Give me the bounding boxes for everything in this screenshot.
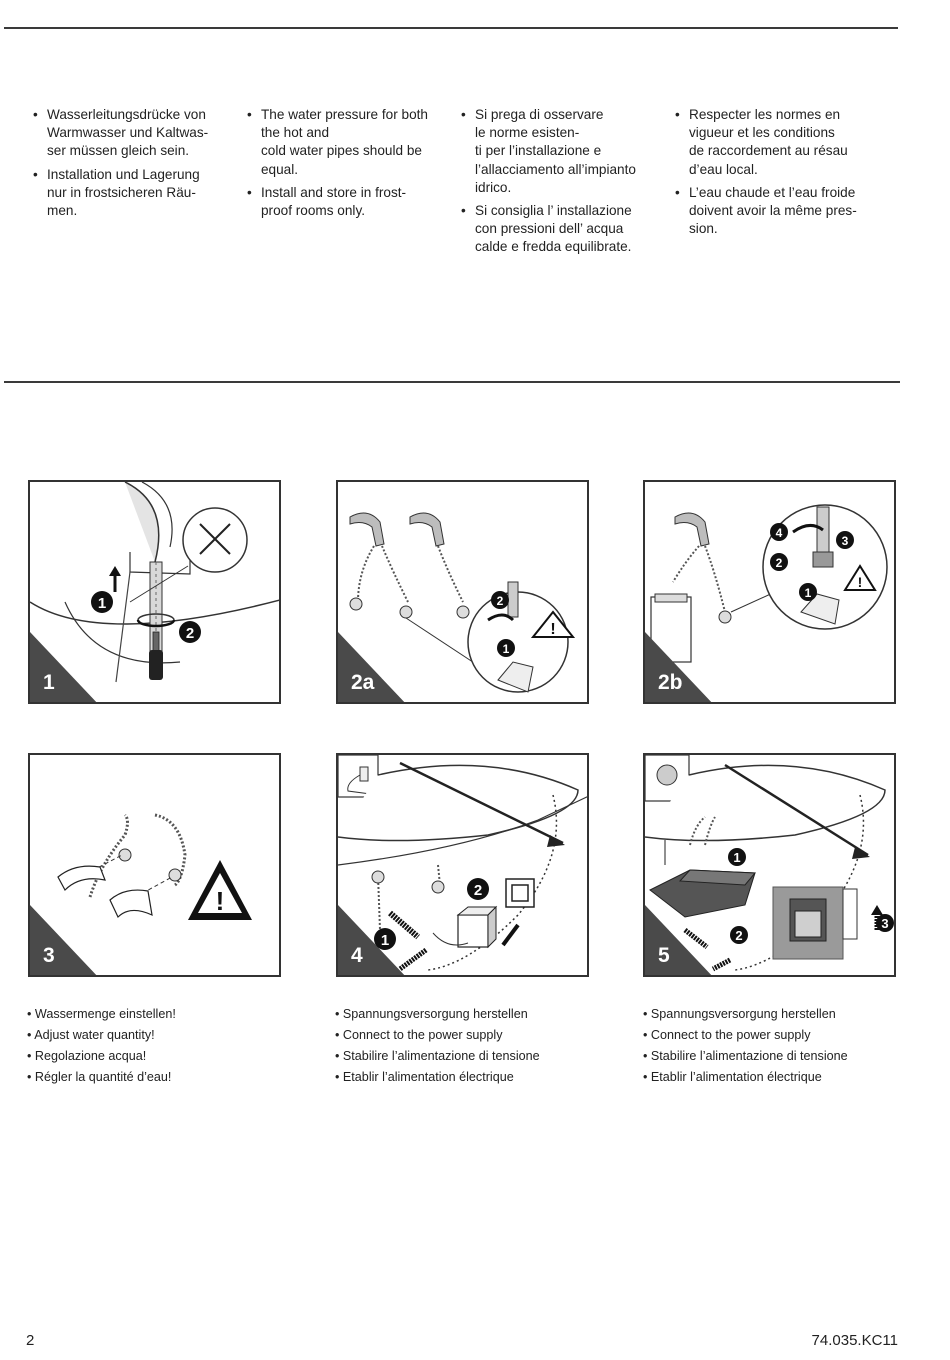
callout-number: 1 [97, 595, 107, 612]
callout-number: 1 [502, 642, 510, 656]
step-2b-illustration [643, 480, 896, 704]
callout-number: 1 [804, 586, 812, 600]
rotate-arrow-icon [58, 866, 105, 890]
step-label: 2a [351, 671, 375, 694]
callout-number: 2 [775, 556, 783, 570]
notes-english [247, 106, 447, 225]
step-label: 3 [43, 944, 55, 967]
note-item: • L’eau chaude et l’eau froide doivent avoir la même pres- sion. [675, 184, 875, 239]
step-4-illustration [336, 753, 589, 977]
step-label: 5 [658, 944, 670, 967]
callout-number: 2 [496, 594, 504, 608]
note-item: • Installation und Lagerung nur in frostsicheren Räu- men. [33, 166, 233, 221]
callout-number: 3 [841, 534, 849, 548]
step-3-caption: • Wassermenge einstellen! • Adjust water quantity! • Regolazione acqua! • Régler la quantité d’eau! [27, 1007, 176, 1084]
label-triangle [30, 905, 100, 977]
step-3-illustration [28, 753, 281, 977]
callout-number: 4 [775, 526, 783, 540]
note-item: • Wasserleitungsdrücke von Warmwasser und Kaltwas- ser müssen gleich sein. [33, 106, 233, 161]
note-item: • Respecter les normes en vigueur et les conditions de raccordement au résau d’eau local. [675, 106, 875, 179]
step-label: 2b [658, 671, 683, 694]
callout-number: 3 [881, 916, 889, 931]
note-item: • Si consiglia l’ installazione con pressioni dell’ acqua calde e fredda equilibrate. [461, 202, 661, 257]
note-item: • The water pressure for both the hot and cold water pipes should be equal. [247, 106, 447, 179]
svg-text:!: ! [550, 621, 556, 638]
step-label: 4 [351, 944, 363, 967]
note-item: • Si prega di osservare le norme esisten- ti per l’installazione e l’allacciamento all’impianto idrico. [461, 106, 661, 197]
svg-text:!: ! [857, 574, 863, 590]
step-5-caption: • Spannungsversorgung herstellen • Connect to the power supply • Stabilire l’alimentazione di tensione • Etablir l’alimentation électrique [643, 1007, 848, 1084]
step-2a-illustration [336, 480, 589, 704]
callout-number: 1 [380, 932, 390, 949]
notes-italian [461, 106, 661, 262]
top-rule [4, 27, 898, 29]
notes-german [33, 106, 233, 225]
notes-french [675, 106, 875, 243]
step-label: 1 [43, 671, 55, 694]
document-code: 74.035.KC11 [811, 1332, 898, 1349]
step-1-illustration [28, 480, 281, 704]
section-rule [4, 381, 900, 383]
svg-text:!: ! [215, 886, 225, 916]
callout-number: 1 [733, 850, 741, 865]
callout-number: 2 [473, 882, 483, 899]
note-item: • Install and store in frost- proof rooms only. [247, 184, 447, 220]
page-number: 2 [26, 1332, 35, 1349]
rotate-arrow-icon [110, 890, 152, 917]
step-5-illustration [643, 753, 896, 977]
callout-number: 2 [185, 625, 195, 642]
step-4-caption: • Spannungsversorgung herstellen • Connect to the power supply • Stabilire l’alimentazione di tensione • Etablir l’alimentation électrique [335, 1007, 540, 1084]
callout-number: 2 [735, 928, 743, 943]
